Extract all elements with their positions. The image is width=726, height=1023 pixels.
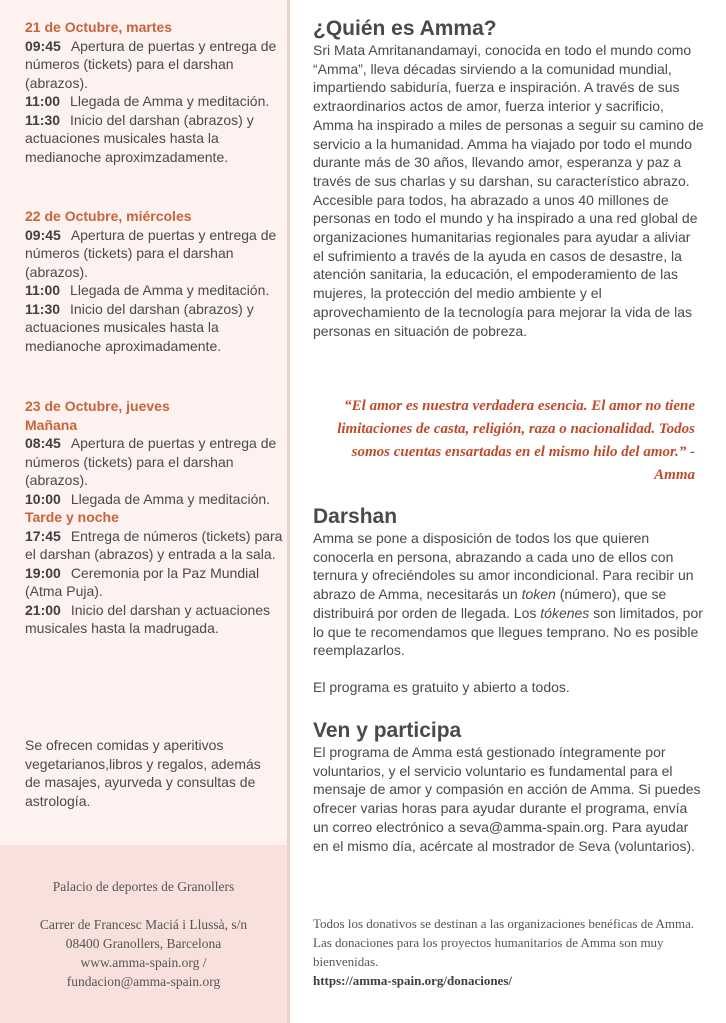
event-time: 11:00 xyxy=(25,93,61,109)
column-divider xyxy=(287,0,290,1023)
day-heading: 22 de Octubre, miércoles xyxy=(25,208,192,224)
event-time: 21:00 xyxy=(25,601,61,618)
event-text: Inicio del darshan (abrazos) y actuaciones musicales hasta la medianoche aproximadamente. xyxy=(25,300,254,354)
section-title: Ven y participa xyxy=(313,719,462,742)
evening-heading: Tarde y noche xyxy=(25,509,119,525)
event-time: 19:00 xyxy=(25,564,61,581)
free-note: El programa es gratuito y abierto a todos. xyxy=(313,678,570,695)
email-link[interactable]: fundacion@amma-spain.org xyxy=(66,974,221,989)
event-text: Llegada de Amma y meditación. xyxy=(70,282,270,298)
offerings-note: Se ofrecen comidas y aperitivos vegetarianos,libros y regalos, además de masajes, ayurveda y consultas de astrología. xyxy=(25,737,261,809)
event-text: Apertura de puertas y entrega de números (tickets) para el darshan (abrazos). xyxy=(25,435,277,488)
event xyxy=(25,434,287,490)
section-title: ¿Quién es Amma? xyxy=(313,17,497,40)
event xyxy=(25,564,287,601)
event xyxy=(25,226,287,282)
darshan-section xyxy=(313,505,705,697)
donations-note xyxy=(313,914,705,990)
event-time: 11:00 xyxy=(25,282,61,298)
venue-address xyxy=(0,915,287,991)
schedule-day-1 xyxy=(25,18,287,166)
tokens-word: tókenes xyxy=(540,604,590,621)
schedule-day-2 xyxy=(25,207,287,355)
event xyxy=(25,111,287,167)
participate-section xyxy=(313,719,705,855)
event xyxy=(25,37,287,93)
event-text: Apertura de puertas y entrega de números (tickets) para el darshan (abrazos). xyxy=(25,226,277,280)
address-line: Carrer de Francesc Maciá i Llussà, s/n xyxy=(39,917,248,932)
address-line: 08400 Granollers, Barcelona xyxy=(65,936,222,951)
event-time: 09:45 xyxy=(25,37,61,54)
section-body: El programa de Amma está gestionado íntegramente por voluntarios, y el servicio voluntario es fundamental para el mensaje de amor y compasión en acción de Amma. Si puedes ofrecer varias horas para ayudar durante el programa, envía un correo electrónico a seva@amma-spain.org. Para ayudar en el mismo día, acércate al mostrador de Seva (voluntarios). xyxy=(313,744,701,854)
body-text: (número), que se distribuirá por orden de llegada. Los xyxy=(313,586,667,621)
day-heading: 23 de Octubre, jueves xyxy=(25,398,170,414)
event xyxy=(25,601,287,638)
section-body: Sri Mata Amritanandamayi, conocida en todo el mundo como “Amma”, lleva décadas sirviendo a la comunidad mundial, impartiendo sabiduría, fuerza e inspiración. A través de sus extraordinarios actos de amor, fuerza interior y sacrificio, Amma ha inspirado a miles de personas a seguir su camino de servicio a la humanidad. Amma ha viajado por todo el mundo durante más de 30 años, llevando amor, esperanza y paz a través de sus charlas y su darshan, su característico abrazo. Accesible para todos, ha abrazado a unos 40 millones de personas en todo el mundo y ha inspirado a una red global de organizaciones humanitarias regionales para ayudar a aliviar el sufrimiento a través de la ayuda en casos de desastre, la atención sanitaria, la educación, el empoderamiento de las mujeres, la protección del medio ambiente y el aprovechamiento de la tecnología para mejorar la vida de las personas en situación de pobreza. xyxy=(313,42,704,339)
event xyxy=(25,490,287,509)
event-time: 11:30 xyxy=(25,300,61,317)
event-text: Apertura de puertas y entrega de números (tickets) para el darshan (abrazos). xyxy=(25,37,277,91)
event-text: Inicio del darshan (abrazos) y actuaciones musicales hasta la medianoche aproximzadamente. xyxy=(25,111,254,165)
event xyxy=(25,300,287,356)
donations-link[interactable]: https://amma-spain.org/donaciones/ xyxy=(313,973,512,988)
body-text: Amma se pone a disposición de todos los que quieren conocerla en persona, abrazando a cada uno de ellos con ternura y ofreciéndoles su amor incondicional. Para recibir un abrazo de Amma, necesitarás un xyxy=(313,530,694,603)
event-time: 11:30 xyxy=(25,111,61,128)
quote-text: “El amor es nuestra verdadera esencia. El amor no tiene limitaciones de casta, religión, raza o nacionalidad. Todos somos cuentas ensartadas en el mismo hilo del amor.” xyxy=(337,398,695,460)
event-text: Entrega de números (tickets) para el darshan (abrazos) y entrada a la sala. xyxy=(25,527,283,562)
schedule-day-3 xyxy=(25,397,287,638)
quote-author: - Amma xyxy=(654,444,695,483)
website-link[interactable]: www.amma-spain.org / xyxy=(80,955,207,970)
section-title: Darshan xyxy=(313,505,398,528)
amma-quote xyxy=(313,395,695,487)
event-text: Llegada de Amma y meditación. xyxy=(70,93,270,109)
day-heading: 21 de Octubre, martes xyxy=(25,19,173,35)
token-word: token xyxy=(521,586,556,603)
event-text: Inicio del darshan y actuaciones musicales hasta la madrugada. xyxy=(25,601,271,636)
donations-text: Todos los donativos se destinan a las organizaciones benéficas de Amma. Las donaciones para los proyectos humanitarios de Amma son muy bienvenidas. xyxy=(313,916,695,969)
section-body xyxy=(313,529,705,660)
venue-name: Palacio de deportes de Granollers xyxy=(52,879,235,894)
event-time: 17:45 xyxy=(25,527,61,544)
event-time: 08:45 xyxy=(25,435,61,451)
event-text: Ceremonia por la Paz Mundial (Atma Puja). xyxy=(25,564,260,599)
morning-heading: Mañana xyxy=(25,416,78,433)
event xyxy=(25,527,287,564)
event-text: Llegada de Amma y meditación. xyxy=(70,490,271,507)
event xyxy=(25,92,287,111)
body-text: son limitados, por lo que te recomendamos que llegues temprano. No es posible reemplazarlos. xyxy=(313,604,703,659)
about-section xyxy=(313,17,705,340)
event-time: 09:45 xyxy=(25,226,61,243)
event-time: 10:00 xyxy=(25,490,61,507)
event xyxy=(25,281,287,300)
